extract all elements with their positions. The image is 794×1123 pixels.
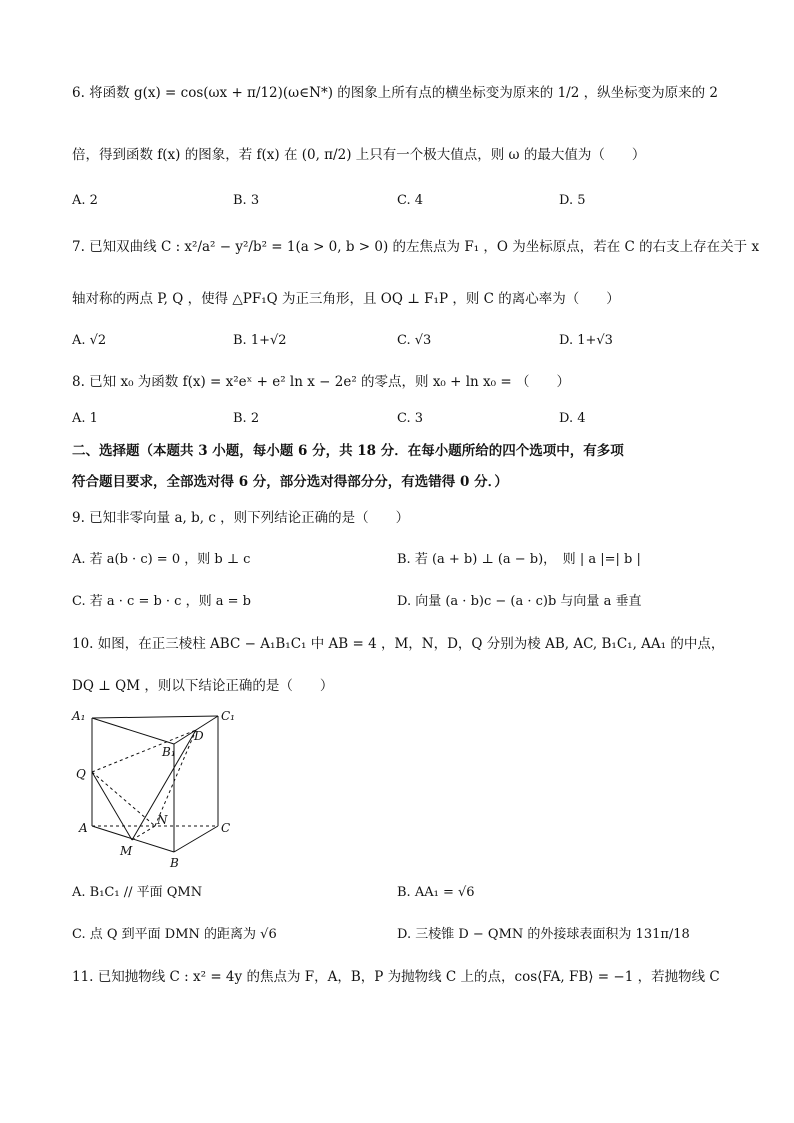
- q6-stem-line1: 6. 将函数 g(x) = cos(ωx + π/12)(ω∈N*) 的图象上所有点的横坐标变为原来的 1/2 ，纵坐标变为原来的 2: [72, 85, 718, 101]
- q10-option-b: B. AA₁ = √6: [397, 885, 475, 900]
- label-a: A: [79, 821, 88, 835]
- q9-option-b: B. 若 (a + b) ⊥ (a − b)， 则 | a |=| b |: [397, 552, 641, 567]
- q7-option-b: B. 1+√2: [233, 333, 287, 348]
- segment-qn-hidden: [92, 772, 155, 826]
- q7-stem-line1: 7. 已知双曲线 C : x²/a² − y²/b² = 1(a > 0, b > 0) 的左焦点为 F₁ ，O 为坐标原点，若在 C 的右支上存在关于 x: [72, 239, 760, 255]
- q6-stem-line2: 倍，得到函数 f(x) 的图象，若 f(x) 在 (0, π/2) 上只有一个极大值点，则 ω 的最大值为（ ）: [72, 147, 646, 163]
- q6-option-c: C. 4: [397, 193, 424, 208]
- label-c: C: [221, 821, 231, 835]
- label-m: M: [120, 844, 133, 858]
- section2-heading-line2: 符合题目要求，全部选对得 6 分，部分选对得部分分，有选错得 0 分．）: [72, 474, 508, 490]
- section2-heading-line1: 二、选择题（本题共 3 小题，每小题 6 分，共 18 分．在每小题所给的四个选项中，有多项: [72, 443, 624, 459]
- q9-option-c: C. 若 a · c = b · c ，则 a = b: [72, 594, 251, 609]
- q9-option-a: A. 若 a(b · c) = 0 ，则 b ⊥ c: [72, 552, 251, 567]
- edge-bc: [174, 826, 218, 852]
- q6-option-d: D. 5: [559, 193, 586, 208]
- q7-stem-line2: 轴对称的两点 P, Q ，使得 △PF₁Q 为正三角形，且 OQ ⊥ F₁P ，则 C 的离心率为（ ）: [72, 291, 620, 307]
- edge-a1b1: [92, 718, 174, 744]
- q7-option-a: A. √2: [72, 333, 107, 348]
- label-c1: C₁: [221, 709, 235, 723]
- label-b1: B₁: [162, 745, 176, 759]
- q10-stem-line1: 10. 如图，在正三棱柱 ABC − A₁B₁C₁ 中 AB = 4 ，M，N，D，Q 分别为棱 AB, AC, B₁C₁, AA₁ 的中点，: [72, 636, 725, 652]
- q7-option-d: D. 1+√3: [559, 333, 613, 348]
- q6-option-b: B. 3: [233, 193, 260, 208]
- segment-qm: [92, 772, 132, 840]
- q8-option-a: A. 1: [72, 411, 98, 426]
- q8-option-b: B. 2: [233, 411, 260, 426]
- label-n: N: [157, 813, 168, 827]
- label-d: D: [194, 729, 204, 743]
- q8-option-d: D. 4: [559, 411, 586, 426]
- label-b: B: [170, 856, 179, 870]
- q10-prism-figure: [70, 704, 250, 874]
- q8-option-c: C. 3: [397, 411, 424, 426]
- q10-option-d: D. 三棱锥 D − QMN 的外接球表面积为 131π/18: [397, 927, 690, 942]
- q7-option-c: C. √3: [397, 333, 432, 348]
- segment-qd-hidden: [92, 730, 196, 772]
- q10-option-a: A. B₁C₁ // 平面 QMN: [72, 885, 203, 900]
- label-q: Q: [76, 767, 86, 781]
- q6-option-a: A. 2: [72, 193, 98, 208]
- edge-a1c1: [92, 716, 218, 718]
- q10-stem-line2: DQ ⊥ QM ，则以下结论正确的是（ ）: [72, 678, 334, 694]
- segment-mn-hidden: [132, 826, 155, 840]
- q11-stem: 11. 已知抛物线 C : x² = 4y 的焦点为 F，A，B，P 为抛物线 C 上的点，cos⟨FA, FB⟩ = −1 ，若抛物线 C: [72, 969, 720, 985]
- q9-stem: 9. 已知非零向量 a, b, c ，则下列结论正确的是（ ）: [72, 510, 410, 526]
- label-a1: A₁: [72, 709, 86, 723]
- q9-option-d: D. 向量 (a · b)c − (a · c)b 与向量 a 垂直: [397, 594, 642, 609]
- q8-stem: 8. 已知 x₀ 为函数 f(x) = x²eˣ + e² ln x − 2e² 的零点，则 x₀ + ln x₀ = （ ）: [72, 374, 570, 390]
- q10-option-c: C. 点 Q 到平面 DMN 的距离为 √6: [72, 927, 277, 942]
